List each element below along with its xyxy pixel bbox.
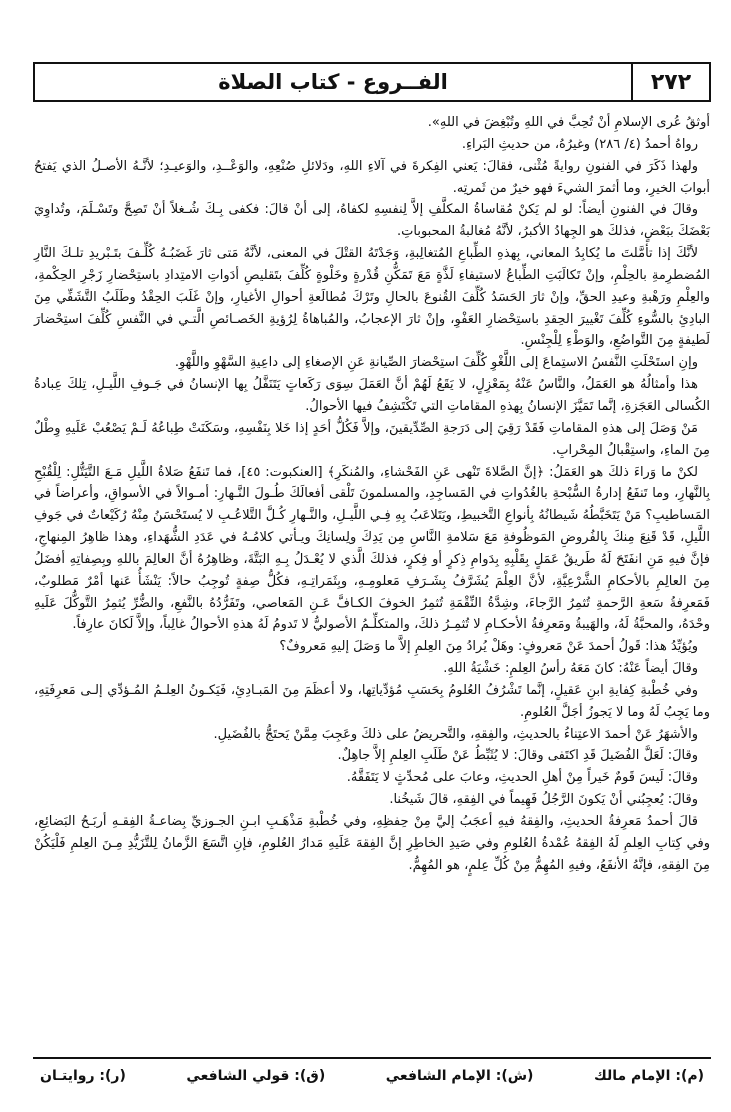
legend-malik: (م): الإمام مالك — [593, 1068, 704, 1084]
footer-rule — [33, 1057, 711, 1059]
paragraph: قالَ أحمدُ مَعرِفةُ الحديثِ، والفِقهُ فيهِ أعجَبُ إليَّ مِنْ حِفظِهِ، وفي خُطْبةِ مَذْهَـبِ ابـنِ الجـوزيِّ بِضاعـةُ الفِقـهِ أربَـحُ البَضائِعِ، وفي كِتابِ العِلمِ لَهُ الفِقهُ عُمْدةُ العُلومِ وفي صَيدِ الخاطِرِ إنَّ الفِقهَ عَلَيهِ مَدارُ العُلومِ، فإنِ اتَّسَعَ الزَّمانُ لِلتَّزَيُّدِ مِـنَ العِلمِ فَلْيَكُنْ مِنَ الفِقهِ، فإنَّهُ الأنفَعُ، وفيهِ المُهِمُّ مِنْ كُلِّ عِلمٍ، هو المُهِمُّ. — [34, 814, 710, 873]
main-text — [34, 112, 710, 877]
paragraph: وقالَ: لَعَلَّ الفُضَيلَ قَدِ اكتَفى وقالَ: لا يُثَبِّطُ عَنْ طَلَبِ العِلمِ إلاَّ جاهِلٌ. — [337, 748, 698, 764]
paragraph: وقالَ: لَيسَ قَومٌ خَيراً مِنْ أهلِ الحديثِ، وعابَ على مُحدِّثٍ لا يَتَفَقَّهُ. — [346, 770, 698, 786]
abbreviation-legend — [40, 1063, 704, 1089]
paragraph: لكنْ ما وَراءَ ذلكَ هو العَمَلُ: ﴿إنَّ الصَّلاةَ تَنْهى عَنِ الفَحْشاءِ، والمُنكَرِ﴾ [العنكبوت: ٤٥]، فما تَنفَعُ صَلاةُ اللَّيلِ مَـعَ التَّيَتُّلِ: لِلْقُبْحِ بِالنَّهارِ، وما تَنفَعُ إدارةُ السُّبْحةِ بالغُدُواتِ في المَساجِدِ، والمسلمونَ تَلْقى أفعالَكَ طُـولَ النَّـهارِ: أمـوالاً في الأسواقِ، وأعراضاً في المَساطيبِ؟ مَنْ يَتَخَبَّطُهُ شَيطانُهُ بِأنواعِ التَّخبيطِ، ويَتَلاعَبُ بِهِ فِـي اللَّيـلِ، والنَّـهارِ كُـلَّ التَّلاعُـبِ لا يُستَحْسَنُ مِنْهُ رُكَيْعاتٌ في جَوفِ اللَّيلِ، قَدْ قَنِعَ مِنكَ بِالفُروضِ المَوظُوفةِ مَعَ سَلامةِ النَّاسِ مِن يَدِكَ ولِسانِكَ ويـأتي كلامُـهُ في عَدَدِ الشُّهَداءِ، وهذا ظاهِرُ المِنهاجِ، فإنَّ فيهِ مَنِ انفَتَحَ لَهُ طَريقُ عَمَلٍ بِقَلْبِهِ بِدَوامِ ذِكرٍ أو فِكرٍ، فذلكَ الَّذي لا يُعْـدَلُ بِـهِ البَتَّةَ، وظاهِرُهُ أنَّ العالِمَ باللهِ وبِصِفاتِهِ أفضَلُ مِنَ العالِمِ بالأحكامِ الشَّرْعِيَّةِ، لأنَّ العِلْمَ يُشَرَّفُ بِشَـرَفِ مَعلومِـهِ، وبِثَمَراتِـهِ، فكُلُّ صِفةٍ تُوجِبُ حالاً: يَنْشَأُ عَنها أمْرٌ مَطلوبٌ، فَمَعرِفةُ سَعةِ الرَّحمةِ تُثمِرُ الرَّجاءَ، وشِدَّةُ النِّقْمَةِ تُثمِرُ الخوفَ الكـافَّ عَـنِ المَعاصي، وتَفَرُّدُهُ بالنَّفعِ، والضُّرِّ يُثمِرُ التَّوكُّلَ عَلَيهِ وحْدَهُ، والمحبَّةُ لَهُ، والهَيبةُ ومَعرِفةُ الأحكـامِ لا تُثمِـرُ ذلكَ، والمتكلِّـمُ الأصوليُّ لا تَدومُ لَهُ هذهِ الأحوالُ غالِباً، وإلاَّ لَكانَ عارِفاً. — [34, 464, 710, 633]
page-number: ٢٧٢ — [631, 64, 709, 100]
paragraph: مَنْ وَصَلَ إلى هذهِ المقاماتِ فَقَدْ رَقِيَ إلى دَرَجةِ الصِّدِّيقينَ، وإلاَّ فَكُلُّ أحَدٍ إذا خَلا بِنَفْسِهِ، وسَكَنَتْ طِباعُهُ لَـمْ يَصْعُبْ عَلَيهِ وِطْلٌ مِنَ الماءِ، واستِقْبالُ المِحْرابِ. — [34, 420, 710, 458]
page-header — [33, 62, 711, 102]
paragraph: وقالَ أيضاً عَنْهُ: كانَ مَعَهُ رأسُ العِلمِ: خَشْيَةُ اللهِ. — [443, 661, 698, 677]
running-title: الفــروع - كتاب الصلاة — [218, 70, 448, 94]
paragraph: لأنَّكَ إذا تأمَّلتَ ما يُكابِدُ المعاني، بِهذهِ الطِّباعِ المُتغالِبةِ، وَجَدْتَهُ القتْلَ في المعنى، لأنَّهُ مَتى ثارَ غَضَبُـهُ كُلِّـفَ بتَـبْريدِ تلـكَ النَّارِ المُضطرِمةِ بالحِلْمِ، وإنْ تَكالَبَتِ الطِّباعُ لاستيفاءِ لَذَّةٍ مَعَ تَمَكُّنِ قُدْرةٍ وخَلْوةٍ كُلِّفَ بتَقليصِ أدَواتِ الامتِدادِ باستِحْضارِ زَجْرِ الحِكْمةِ، والعِلْمِ ورَهْبةِ وعيدِ الحقِّ، وإنْ ثارَ الحَسَدُ كُلِّفَ القُنوعَ بالحالِ وتَرْكَ مُطالَعةِ أحوالِ الأغيارِ، وإنْ غَلَبَ الحِقْدُ وطَلَبُ التَّشَفِّي مِنَ البادِئِ بالسُّوءِ كُلِّفَ تَغْييرَ الحِقدِ باستِحْضارِ العَفْوِ، وإنْ ثارَ الإعجابُ، والمُباهاةُ لِرُؤيةِ الخَصـائصِ الَّتـي في النَّفسِ كُلِّفَ استِحْضارَ لَطيفةٍ مِنَ التَّواضُعِ، والوَطْءِ لِلْجِنْسِ. — [34, 246, 710, 349]
paragraph: والأشهَرُ عَنْ أحمدَ الاعتِناءُ بالحديثِ، والفِقهِ، والتَّحريضُ على ذلكَ وعَجِبَ مِمَّنْ يَحتَجُّ بالفُضَيلِ. — [213, 726, 698, 742]
paragraph: أوثقُ عُرى الإسلامِ أنْ تُحِبَّ في اللهِ وتُبْغِضَ في اللهِ». — [427, 115, 710, 130]
paragraph: ويُؤيِّدُ هذا: قَولُ أحمدَ عَنْ مَعروفٍ: وهَلْ يُرادُ مِنَ العِلمِ إلاَّ ما وَصَلَ إليهِ مَعروفٌ؟ — [279, 639, 698, 655]
legend-shafii: (ش): الإمام الشافعي — [385, 1068, 534, 1084]
paragraph: وفي خُطْبةِ كِفايةِ ابنِ عَقيلٍ، إنَّما تَشْرُفُ العُلومُ بِحَسَبِ مُؤدِّياتِها، ولا أعظَمَ مِنَ المَبـادِئِ، فَيَكـونُ العِلـمُ المُـؤدِّي إلـى مَعرِفَتِهِ، وما يَجِبُ لَهُ وما لا يَجوزُ أجَلَّ العُلومِ. — [34, 682, 710, 720]
paragraph: وقالَ في الفنونِ أيضاً: لو لم يَكنْ مُقاساةُ المكلَّفِ إلاَّ لِنفسِهِ لكفاهُ، إلى أنْ قالَ: فكفى بِـكَ شُـغلاً أنْ تَصِحَّ وتَسْـلَمَ، وتُداوِيَ بَعْضَكَ ببَعْضٍ، فذلكَ هو الجِهادُ الأكبرُ، لأنَّهُ مُغالبةُ المحبوباتِ. — [34, 202, 710, 240]
paragraph: وإنِ استَحْلَتِ النَّفسُ الاستِماعَ إلى اللَّغْوِ كُلِّفَ استِحْضارَ الصِّيانةِ عَنِ الإصغاءِ إلى داعِيةِ السَّهْوِ واللَّهْوِ. — [174, 355, 698, 371]
legend-two-opinions: (ق): قولي الشافعي — [186, 1068, 326, 1084]
paragraph: ولهذا ذَكَرَ في الفنونِ روايةً مُثْنى، فقالَ: يَعني الفِكرةَ في آلاءِ اللهِ، ودَلائلِ صُنْعِهِ، والوَعْــدِ، والوَعيـدِ؛ لأنَّـهُ الأصـلُ الذي يَفتحُ أبوابَ الخيرِ، وما أثمرَ الشيءَ فهو خيرٌ من ثَمرتِه. — [34, 158, 710, 196]
legend-two-narrations: (ر): روايتـان — [40, 1068, 126, 1084]
paragraph: هذا وأمثالُهُ هو العَمَلُ، والنَّاسُ عَنْهُ بِمَعْزِلٍ، لا يَقَعُ لَهُمْ أنَّ العَمَلَ سِوَى رَكَعاتٍ يَتَنَفَّلُ بِها الإنسانُ في جَـوفِ اللَّيـلِ، تِلكَ عِبادةُ الكُسالى العَجَزةِ، إنَّما تَمَيَّزَ الإنسانُ بِهذهِ المقاماتِ التي تَكْتَشِفُ فيها الأحوالُ. — [34, 377, 710, 414]
paragraph: وقالَ: يُعجِبُني أنْ يَكونَ الرَّجُلُ فَهِيماً في الفِقهِ، قالَ شَيخُنا. — [389, 792, 698, 808]
paragraph: رواهُ أحمدُ (٤/ ٢٨٦) وغيرُهُ، من حديثِ البَراءِ. — [461, 136, 698, 152]
